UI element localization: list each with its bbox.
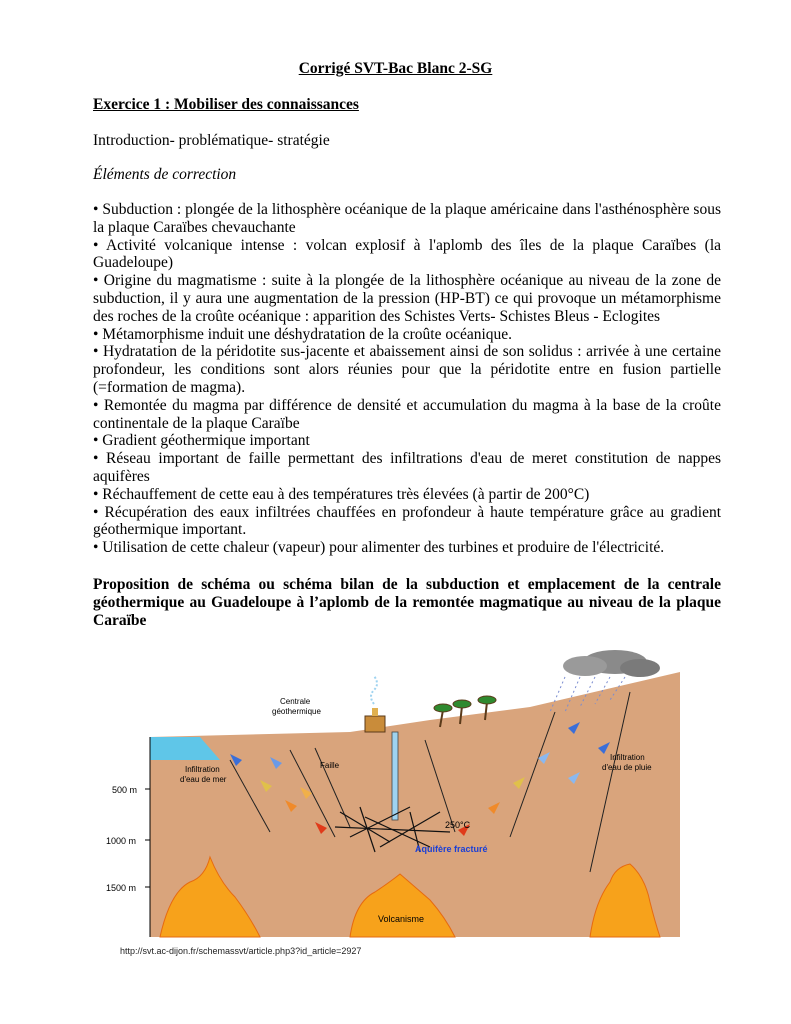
- exercise-title: Exercice 1 : Mobiliser des connaissances: [93, 96, 359, 113]
- depth-label: 1500 m: [106, 883, 137, 893]
- document-title: Corrigé SVT-Bac Blanc 2-SG: [298, 60, 493, 77]
- depth-label: 500 m: [112, 785, 138, 795]
- bullet-item: • Utilisation de cette chaleur (vapeur) pour alimenter des turbines et produire de l'électricité.: [93, 539, 665, 557]
- geothermal-well: [392, 732, 398, 820]
- depth-label: 1000 m: [106, 836, 137, 846]
- plant-label: Centrale: [280, 697, 311, 706]
- geothermal-diagram: [106, 642, 680, 962]
- sea-infiltration-label: d'eau de mer: [180, 775, 227, 784]
- aquifer-label: Aquifère fracturé: [415, 844, 488, 854]
- geothermal-plant-icon: [365, 676, 385, 732]
- bullet-item: • Réseau important de faille permettant des infiltrations d'eau de meret constitution de nappes aquifères: [93, 450, 721, 485]
- rain-infiltration-label: d'eau de pluie: [602, 763, 652, 772]
- bullet-item: • Remontée du magma par différence de densité et accumulation du magma à la base de la croûte continentale de la plaque Caraïbe: [93, 396, 721, 432]
- temperature-label: 250°C: [445, 820, 471, 830]
- correction-bullet-list: [93, 201, 721, 557]
- elements-heading: Éléments de correction: [93, 166, 237, 183]
- bullet-item: • Hydratation de la péridotite sus-jacente et abaissement ainsi de son solidus : arrivée à une certaine profondeur, les conditions sont alors réunies pour que la péridotite entre en fusion partielle (=formation de magma).: [93, 343, 721, 396]
- fault-label: Faille: [320, 761, 340, 770]
- sea-infiltration-label: Infiltration: [185, 765, 220, 774]
- proposition-heading: Proposition de schéma ou schéma bilan de la subduction et emplacement de la centrale géothermique au Guadeloupe à l’aplomb de la remontée magmatique au niveau de la plaque Caraïbe: [93, 576, 721, 629]
- volcanism-label: Volcanisme: [378, 914, 425, 924]
- bullet-item: • Gradient géothermique important: [93, 432, 310, 450]
- bullet-item: • Récupération des eaux infiltrées chauffées en profondeur à haute température grâce au gradient géothermique important.: [93, 503, 721, 539]
- bullet-item: • Origine du magmatisme : suite à la plongée de la lithosphère océanique au niveau de la zone de subduction, il y aura une augmentation de la pression (HP-BT) ce qui provoque un métamorphisme des roches de la croûte océanique : apparition des Schistes Verts- Schistes Bleus - Eclogites: [93, 272, 721, 325]
- bullet-item: • Activité volcanique intense : volcan explosif à l'aplomb des îles de la plaque Caraïbes (la Guadeloupe): [93, 236, 721, 272]
- bullet-item: • Réchauffement de cette eau à des températures très élevées (à partir de 200°C): [93, 485, 590, 503]
- intro-line: Introduction- problématique- stratégie: [93, 132, 330, 149]
- depth-axis: [145, 737, 150, 937]
- bullet-item: • Subduction : plongée de la lithosphère océanique de la plaque américaine dans l'asthénosphère sous la plaque Caraïbes chevauchante: [93, 201, 721, 236]
- figure-source-url: http://svt.ac-dijon.fr/schemassvt/article.php3?id_article=2927: [120, 946, 362, 956]
- bullet-item: • Métamorphisme induit une déshydratation de la croûte océanique.: [93, 325, 513, 343]
- rain-infiltration-label: Infiltration: [610, 753, 645, 762]
- plant-label: géothermique: [272, 707, 321, 716]
